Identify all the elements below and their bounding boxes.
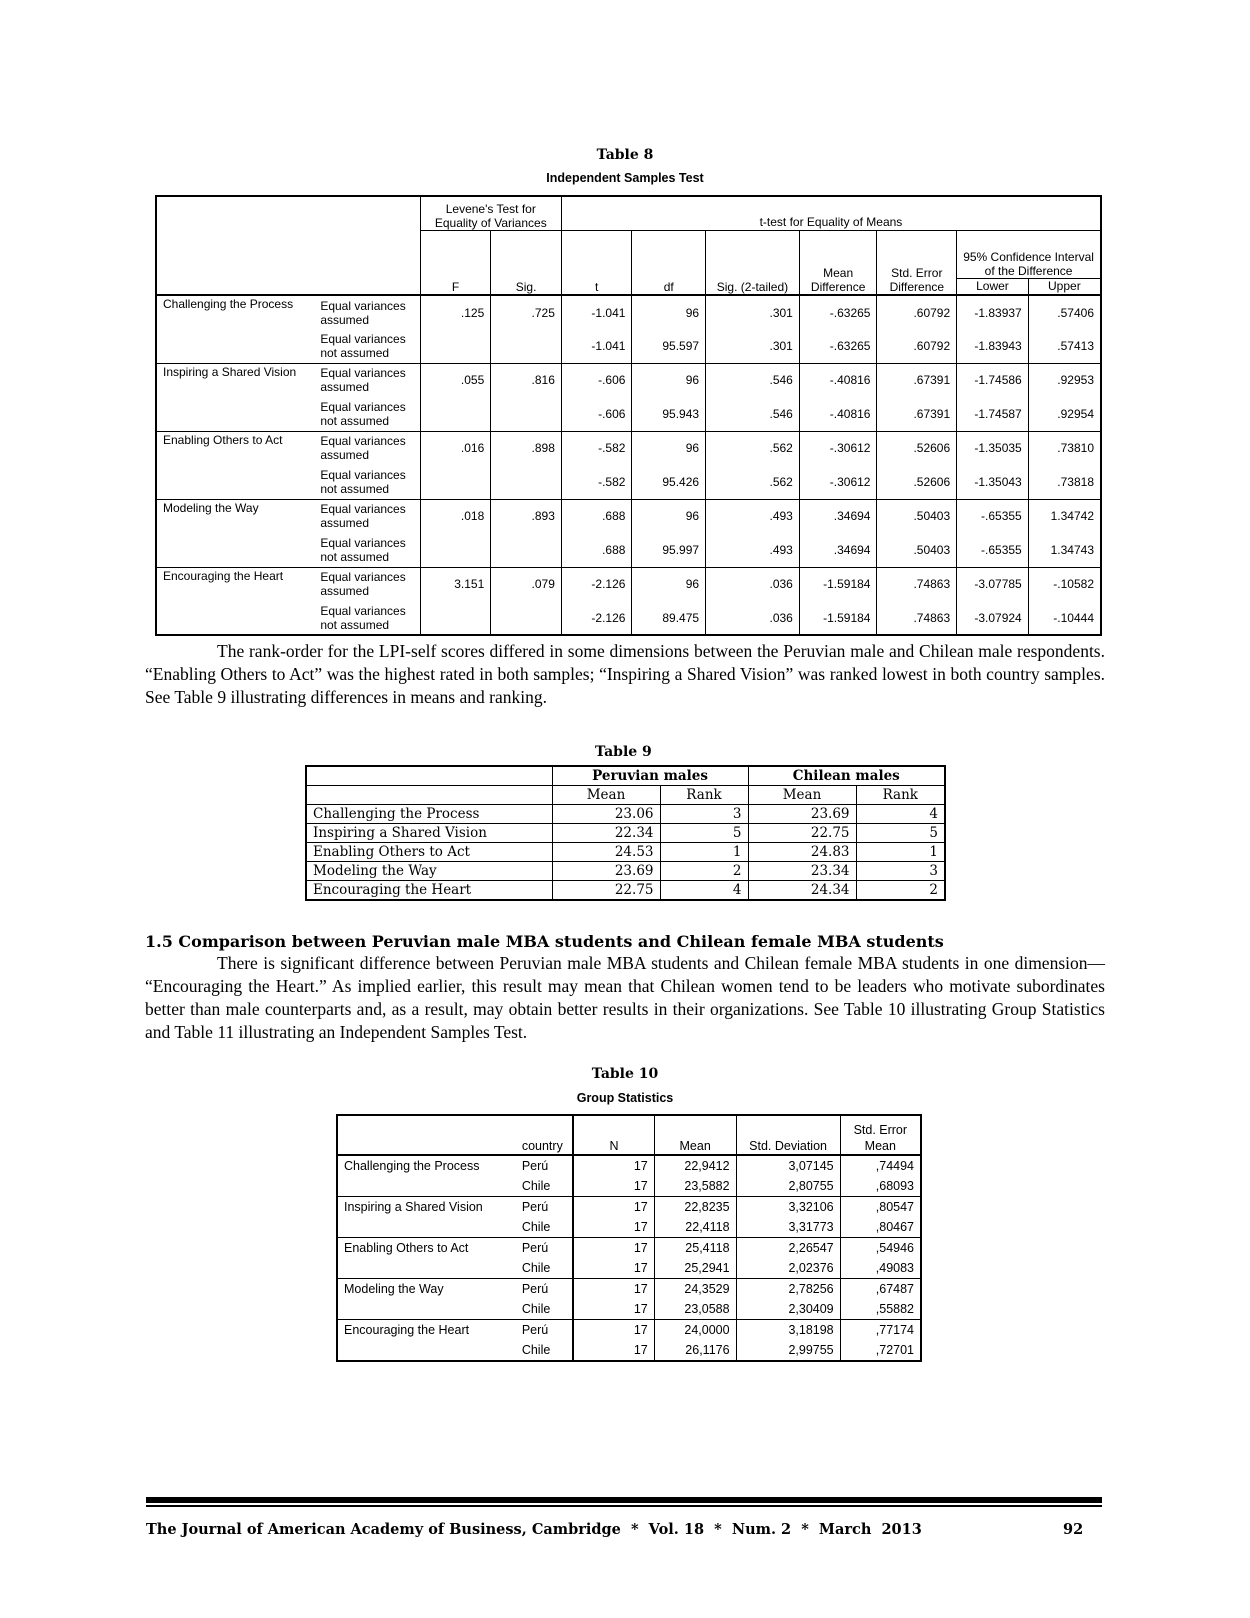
table10-cell-mean: 24,3529 bbox=[654, 1279, 736, 1300]
table8-cell-se: .74863 bbox=[877, 601, 957, 635]
table10-corner bbox=[337, 1115, 516, 1155]
table9-group-chilean: Chilean males bbox=[748, 766, 945, 786]
table8-variance-label: Equal variances not assumed bbox=[314, 465, 420, 499]
table9-cell-cm: 23.69 bbox=[748, 805, 856, 824]
table8-row bbox=[156, 363, 1101, 397]
table9-row bbox=[306, 881, 945, 901]
table10-cell-n: 17 bbox=[573, 1197, 654, 1218]
table8-cell-t: -2.126 bbox=[561, 567, 632, 601]
table8-variance-label: Equal variances not assumed bbox=[314, 329, 420, 363]
table9-cell-cr: 3 bbox=[856, 862, 945, 881]
table8-body bbox=[156, 295, 1101, 635]
table8-cell-df: 96 bbox=[632, 567, 706, 601]
table8-cell-df: 95.943 bbox=[632, 397, 706, 431]
table8-dimension-label: Challenging the Process bbox=[156, 295, 314, 363]
table8-cell-upper: .92954 bbox=[1028, 397, 1101, 431]
table10-cell-n: 17 bbox=[573, 1320, 654, 1341]
table10-cell-se: ,67487 bbox=[840, 1279, 921, 1300]
table8-cell-F: 3.151 bbox=[420, 567, 491, 601]
table8-cell-sig2: .036 bbox=[706, 601, 800, 635]
table10-cell-country: Chile bbox=[516, 1340, 574, 1361]
table10-cell-sd: 3,18198 bbox=[736, 1320, 840, 1341]
table9-cell-cr: 5 bbox=[856, 824, 945, 843]
table8-col-sig: Sig. bbox=[491, 230, 562, 295]
table8-cell-md: -.63265 bbox=[799, 295, 877, 329]
table8-cell-lower: -1.74586 bbox=[957, 363, 1029, 397]
table9-cell-label: Challenging the Process bbox=[306, 805, 552, 824]
table9-row bbox=[306, 862, 945, 881]
table9-cell-cr: 4 bbox=[856, 805, 945, 824]
table8-cell-F: .016 bbox=[420, 431, 491, 465]
table10-cell-country: Chile bbox=[516, 1299, 574, 1320]
table8-cell-t: -.582 bbox=[561, 431, 632, 465]
table10-row bbox=[337, 1197, 921, 1218]
table8-cell-se: .52606 bbox=[877, 431, 957, 465]
table10-row bbox=[337, 1155, 921, 1176]
table8-col-meandiff: Mean Difference bbox=[799, 230, 877, 295]
table10-dimension-label: Encouraging the Heart bbox=[337, 1320, 516, 1362]
table8-cell-upper: .73818 bbox=[1028, 465, 1101, 499]
table8-cell-sig2: .546 bbox=[706, 397, 800, 431]
table8-cell-t: -2.126 bbox=[561, 601, 632, 635]
table8-variance-label: Equal variances assumed bbox=[314, 431, 420, 465]
table8-levene-header: Levene's Test for Equality of Variances bbox=[420, 196, 561, 230]
table9-cell-pr: 2 bbox=[660, 862, 748, 881]
table10-cell-n: 17 bbox=[573, 1279, 654, 1300]
table9-row bbox=[306, 805, 945, 824]
table8-cell-upper: 1.34742 bbox=[1028, 499, 1101, 533]
table8-row bbox=[156, 567, 1101, 601]
table8-cell-sig: .898 bbox=[491, 431, 562, 465]
table10-cell-sd: 3,32106 bbox=[736, 1197, 840, 1218]
table8-cell-sig bbox=[491, 397, 562, 431]
table10-cell-se: ,49083 bbox=[840, 1258, 921, 1279]
paragraph-1: The rank-order for the LPI-self scores differed in some dimensions between the Peruvian male and Chilean male respondents. “Enabling Others to Act” was the highest rated in both samples; “Inspiring a Shared Vision” was ranked lowest in both country samples. See Table 9 illustrating differences in means and ranking. bbox=[145, 641, 1105, 707]
table10-cell-country: Perú bbox=[516, 1155, 574, 1176]
table8-col-upper: Upper bbox=[1028, 278, 1101, 295]
table8-cell-sig bbox=[491, 465, 562, 499]
table10-cell-mean: 22,4118 bbox=[654, 1217, 736, 1238]
table8-cell-se: .74863 bbox=[877, 567, 957, 601]
table8-variance-label: Equal variances not assumed bbox=[314, 533, 420, 567]
table10-cell-sd: 2,26547 bbox=[736, 1238, 840, 1259]
table9-cell-label: Encouraging the Heart bbox=[306, 881, 552, 901]
table8-cell-se: .67391 bbox=[877, 397, 957, 431]
table8-corner bbox=[156, 196, 420, 295]
table10-cell-country: Chile bbox=[516, 1176, 574, 1197]
table8-variance-label: Equal variances assumed bbox=[314, 363, 420, 397]
table10-dimension-label: Challenging the Process bbox=[337, 1155, 516, 1197]
table8-cell-sig2: .301 bbox=[706, 329, 800, 363]
table10-cell-sd: 2,78256 bbox=[736, 1279, 840, 1300]
table8-row bbox=[156, 431, 1101, 465]
table8-cell-t: -.606 bbox=[561, 363, 632, 397]
table8-cell-upper: .57406 bbox=[1028, 295, 1101, 329]
table8-cell-md: -.40816 bbox=[799, 363, 877, 397]
table10-cell-country: Perú bbox=[516, 1279, 574, 1300]
table8-col-f: F bbox=[420, 230, 491, 295]
table9 bbox=[305, 765, 946, 901]
table8-title: Independent Samples Test bbox=[546, 171, 704, 185]
table8-cell-se: .50403 bbox=[877, 533, 957, 567]
table8-cell-df: 89.475 bbox=[632, 601, 706, 635]
table8-dimension-label: Enabling Others to Act bbox=[156, 431, 314, 499]
table9-cell-pr: 5 bbox=[660, 824, 748, 843]
table8-cell-lower: -3.07785 bbox=[957, 567, 1029, 601]
table8-cell-t: -.606 bbox=[561, 397, 632, 431]
table10-col-sd: Std. Deviation bbox=[736, 1115, 840, 1155]
table8-cell-t: -.582 bbox=[561, 465, 632, 499]
table9-caption: Table 9 bbox=[595, 744, 652, 760]
table8-cell-t: .688 bbox=[561, 499, 632, 533]
table8-cell-sig2: .493 bbox=[706, 499, 800, 533]
table8-cell-t: -1.041 bbox=[561, 295, 632, 329]
page-number: 92 bbox=[1063, 1521, 1084, 1538]
table10-caption: Table 10 bbox=[591, 1066, 659, 1082]
table8-cell-sig bbox=[491, 533, 562, 567]
table10-cell-country: Perú bbox=[516, 1320, 574, 1341]
table10-cell-mean: 26,1176 bbox=[654, 1340, 736, 1361]
table8-cell-lower: -1.83943 bbox=[957, 329, 1029, 363]
table8-cell-md: -.30612 bbox=[799, 431, 877, 465]
table8-cell-md: -1.59184 bbox=[799, 601, 877, 635]
table8-cell-md: -.30612 bbox=[799, 465, 877, 499]
table8-cell-upper: .57413 bbox=[1028, 329, 1101, 363]
table9-row bbox=[306, 843, 945, 862]
table9-col-mean: Mean bbox=[748, 786, 856, 805]
table9-cell-pm: 24.53 bbox=[552, 843, 660, 862]
table9-col-rank: Rank bbox=[856, 786, 945, 805]
table10-cell-se: ,80467 bbox=[840, 1217, 921, 1238]
table9-cell-cr: 2 bbox=[856, 881, 945, 901]
table9-cell-pm: 22.34 bbox=[552, 824, 660, 843]
footer-rule-thick bbox=[146, 1497, 1102, 1503]
table8-cell-sig: .079 bbox=[491, 567, 562, 601]
table10-cell-country: Chile bbox=[516, 1217, 574, 1238]
table8-dimension-label: Inspiring a Shared Vision bbox=[156, 363, 314, 431]
table8-cell-F: .018 bbox=[420, 499, 491, 533]
table10-cell-n: 17 bbox=[573, 1340, 654, 1361]
table10-cell-n: 17 bbox=[573, 1258, 654, 1279]
table8-variance-label: Equal variances assumed bbox=[314, 295, 420, 329]
table9-corner-2 bbox=[306, 786, 552, 805]
table10-cell-country: Perú bbox=[516, 1197, 574, 1218]
table8-cell-F bbox=[420, 465, 491, 499]
table8-caption: Table 8 bbox=[596, 147, 654, 163]
table8-ci-header: 95% Confidence Interval of the Difference bbox=[957, 230, 1101, 278]
table8-cell-sig bbox=[491, 329, 562, 363]
table8-col-t: t bbox=[561, 230, 632, 295]
table8-cell-df: 96 bbox=[632, 499, 706, 533]
table9-group-peruvian: Peruvian males bbox=[552, 766, 748, 786]
table10-cell-se: ,54946 bbox=[840, 1238, 921, 1259]
table10-cell-n: 17 bbox=[573, 1155, 654, 1176]
table8-cell-lower: -.65355 bbox=[957, 533, 1029, 567]
table8-cell-md: .34694 bbox=[799, 499, 877, 533]
table8-cell-df: 95.597 bbox=[632, 329, 706, 363]
table8-dimension-label: Encouraging the Heart bbox=[156, 567, 314, 635]
table10-dimension-label: Enabling Others to Act bbox=[337, 1238, 516, 1279]
table8-cell-md: -1.59184 bbox=[799, 567, 877, 601]
table8-cell-lower: -.65355 bbox=[957, 499, 1029, 533]
footer-journal: The Journal of American Academy of Business, Cambridge * Vol. 18 * Num. 2 * March 2013 bbox=[146, 1521, 922, 1538]
table8-cell-upper: -.10444 bbox=[1028, 601, 1101, 635]
table8-cell-sig2: .301 bbox=[706, 295, 800, 329]
table8-cell-upper: -.10582 bbox=[1028, 567, 1101, 601]
table10-cell-sd: 2,02376 bbox=[736, 1258, 840, 1279]
table10-body bbox=[337, 1155, 921, 1361]
table8-row bbox=[156, 295, 1101, 329]
table9-cell-label: Enabling Others to Act bbox=[306, 843, 552, 862]
table8-row bbox=[156, 499, 1101, 533]
table9-col-mean: Mean bbox=[552, 786, 660, 805]
table8-cell-t: -1.041 bbox=[561, 329, 632, 363]
table9-cell-cm: 24.34 bbox=[748, 881, 856, 901]
table10-cell-mean: 23,5882 bbox=[654, 1176, 736, 1197]
table9-cell-label: Inspiring a Shared Vision bbox=[306, 824, 552, 843]
table8-cell-F: .125 bbox=[420, 295, 491, 329]
table8-cell-se: .60792 bbox=[877, 329, 957, 363]
table10-cell-se: ,74494 bbox=[840, 1155, 921, 1176]
table10-row bbox=[337, 1320, 921, 1341]
table8-cell-md: -.63265 bbox=[799, 329, 877, 363]
table8-cell-sig: .725 bbox=[491, 295, 562, 329]
table8-cell-lower: -1.83937 bbox=[957, 295, 1029, 329]
table9-cell-pr: 4 bbox=[660, 881, 748, 901]
table8-cell-md: .34694 bbox=[799, 533, 877, 567]
table8-cell-upper: .73810 bbox=[1028, 431, 1101, 465]
table8-cell-sig: .816 bbox=[491, 363, 562, 397]
table10-col-country: country bbox=[516, 1115, 574, 1155]
table10-cell-country: Chile bbox=[516, 1258, 574, 1279]
table10-cell-se: ,72701 bbox=[840, 1340, 921, 1361]
table8-cell-sig: .893 bbox=[491, 499, 562, 533]
table8-cell-se: .52606 bbox=[877, 465, 957, 499]
table10-cell-mean: 24,0000 bbox=[654, 1320, 736, 1341]
table8-cell-upper: .92953 bbox=[1028, 363, 1101, 397]
table8-cell-df: 95.997 bbox=[632, 533, 706, 567]
table8 bbox=[155, 195, 1102, 636]
table9-cell-label: Modeling the Way bbox=[306, 862, 552, 881]
table8-col-df: df bbox=[632, 230, 706, 295]
table10-cell-mean: 25,2941 bbox=[654, 1258, 736, 1279]
table8-cell-df: 96 bbox=[632, 363, 706, 397]
table10-cell-se: ,55882 bbox=[840, 1299, 921, 1320]
table10-cell-se: ,68093 bbox=[840, 1176, 921, 1197]
table10-cell-mean: 23,0588 bbox=[654, 1299, 736, 1320]
table9-col-rank: Rank bbox=[660, 786, 748, 805]
table10-dimension-label: Inspiring a Shared Vision bbox=[337, 1197, 516, 1238]
table9-cell-pm: 23.69 bbox=[552, 862, 660, 881]
table8-cell-sig2: .562 bbox=[706, 465, 800, 499]
table10-cell-n: 17 bbox=[573, 1299, 654, 1320]
table10-col-se: Std. Error Mean bbox=[840, 1115, 921, 1155]
table9-cell-cm: 22.75 bbox=[748, 824, 856, 843]
table8-col-lower: Lower bbox=[957, 278, 1029, 295]
table10-cell-se: ,77174 bbox=[840, 1320, 921, 1341]
table8-cell-upper: 1.34743 bbox=[1028, 533, 1101, 567]
table10-cell-n: 17 bbox=[573, 1217, 654, 1238]
table8-cell-se: .60792 bbox=[877, 295, 957, 329]
table10-cell-sd: 2,80755 bbox=[736, 1176, 840, 1197]
table10-title: Group Statistics bbox=[576, 1091, 674, 1105]
table10-cell-n: 17 bbox=[573, 1176, 654, 1197]
table9-cell-cm: 23.34 bbox=[748, 862, 856, 881]
footer-rule-thin bbox=[146, 1505, 1102, 1507]
table8-dimension-label: Modeling the Way bbox=[156, 499, 314, 567]
table10-col-mean: Mean bbox=[654, 1115, 736, 1155]
table10-row bbox=[337, 1238, 921, 1259]
table9-corner bbox=[306, 766, 552, 786]
table10-row bbox=[337, 1279, 921, 1300]
paragraph-2: There is significant difference between Peruvian male MBA students and Chilean female MBA students in one dimension— “Encouraging the Heart.” As implied earlier, this result may mean that Chilean women tend to be leaders who motivate subordinates better than male counterparts and, as a result, may obtain better results in their organizations. See Table 10 illustrating Group Statistics and Table 11 illustrating an Independent Samples Test. bbox=[145, 953, 1105, 1042]
table10-cell-n: 17 bbox=[573, 1238, 654, 1259]
table8-cell-sig bbox=[491, 601, 562, 635]
table10-col-n: N bbox=[573, 1115, 654, 1155]
table8-cell-F bbox=[420, 397, 491, 431]
table8-col-stderr: Std. Error Difference bbox=[877, 230, 957, 295]
table10-cell-sd: 2,99755 bbox=[736, 1340, 840, 1361]
table8-cell-lower: -1.74587 bbox=[957, 397, 1029, 431]
table8-cell-lower: -1.35043 bbox=[957, 465, 1029, 499]
table10-dimension-label: Modeling the Way bbox=[337, 1279, 516, 1320]
table9-body bbox=[306, 805, 945, 901]
table8-cell-sig2: .493 bbox=[706, 533, 800, 567]
table9-cell-pm: 22.75 bbox=[552, 881, 660, 901]
table8-cell-md: -.40816 bbox=[799, 397, 877, 431]
table8-cell-sig2: .562 bbox=[706, 431, 800, 465]
table10 bbox=[336, 1114, 922, 1362]
table10-cell-sd: 2,30409 bbox=[736, 1299, 840, 1320]
table8-cell-sig2: .036 bbox=[706, 567, 800, 601]
section-heading: 1.5 Comparison between Peruvian male MBA students and Chilean female MBA students bbox=[145, 932, 944, 951]
table8-cell-se: .50403 bbox=[877, 499, 957, 533]
table10-cell-sd: 3,07145 bbox=[736, 1155, 840, 1176]
table8-cell-F bbox=[420, 329, 491, 363]
table9-cell-pm: 23.06 bbox=[552, 805, 660, 824]
table8-cell-F bbox=[420, 601, 491, 635]
table10-cell-se: ,80547 bbox=[840, 1197, 921, 1218]
table8-cell-F: .055 bbox=[420, 363, 491, 397]
table10-cell-mean: 25,4118 bbox=[654, 1238, 736, 1259]
table9-row bbox=[306, 824, 945, 843]
table9-cell-pr: 3 bbox=[660, 805, 748, 824]
table8-cell-df: 96 bbox=[632, 295, 706, 329]
table8-cell-lower: -3.07924 bbox=[957, 601, 1029, 635]
table8-variance-label: Equal variances not assumed bbox=[314, 397, 420, 431]
table10-cell-mean: 22,8235 bbox=[654, 1197, 736, 1218]
table8-cell-df: 95.426 bbox=[632, 465, 706, 499]
table10-cell-country: Perú bbox=[516, 1238, 574, 1259]
table8-cell-F bbox=[420, 533, 491, 567]
table8-cell-se: .67391 bbox=[877, 363, 957, 397]
table8-cell-sig2: .546 bbox=[706, 363, 800, 397]
table10-cell-mean: 22,9412 bbox=[654, 1155, 736, 1176]
table10-cell-sd: 3,31773 bbox=[736, 1217, 840, 1238]
table8-cell-df: 96 bbox=[632, 431, 706, 465]
table8-cell-lower: -1.35035 bbox=[957, 431, 1029, 465]
table8-variance-label: Equal variances not assumed bbox=[314, 601, 420, 635]
table8-variance-label: Equal variances assumed bbox=[314, 567, 420, 601]
table8-col-sig2: Sig. (2-tailed) bbox=[706, 230, 800, 295]
table8-ttest-header: t-test for Equality of Means bbox=[561, 196, 1101, 230]
table9-cell-pr: 1 bbox=[660, 843, 748, 862]
table9-cell-cr: 1 bbox=[856, 843, 945, 862]
table8-cell-t: .688 bbox=[561, 533, 632, 567]
table8-variance-label: Equal variances assumed bbox=[314, 499, 420, 533]
table9-cell-cm: 24.83 bbox=[748, 843, 856, 862]
